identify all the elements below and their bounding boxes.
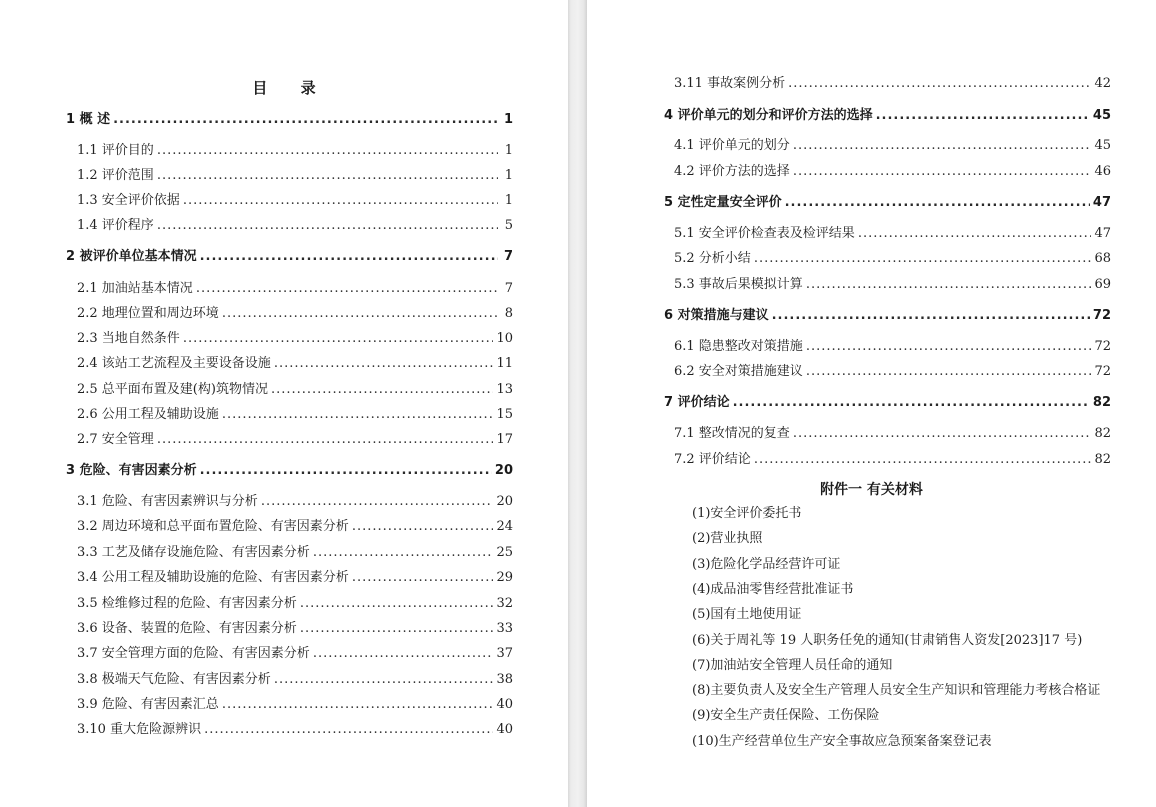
toc-entry[interactable] [674, 450, 1111, 470]
toc-entry-page: 24 [496, 519, 513, 534]
dot-leader [313, 543, 494, 563]
toc-entry-page: 32 [496, 596, 513, 611]
dot-leader [352, 568, 494, 588]
toc-entry-label: 3.2 周边环境和总平面布置危险、有害因素分析 [77, 519, 349, 534]
toc-entry-label: 3.5 检维修过程的危险、有害因素分析 [77, 596, 297, 611]
dot-leader [785, 193, 1090, 213]
dot-leader [183, 191, 498, 211]
toc-entry[interactable] [77, 141, 513, 161]
toc-entry[interactable] [77, 304, 513, 324]
toc-entry[interactable] [674, 337, 1111, 357]
dot-leader [204, 720, 493, 740]
dot-leader [313, 644, 494, 664]
toc-entry-label: 7.2 评价结论 [674, 452, 751, 467]
dot-leader [200, 247, 498, 267]
toc-entry[interactable] [77, 166, 513, 186]
dot-leader [806, 275, 1092, 295]
toc-entry-label: 1.1 评价目的 [77, 143, 154, 158]
annex-item[interactable]: (4)成品油零售经营批准证书 [692, 582, 854, 597]
dot-leader [772, 306, 1090, 326]
toc-entry-page: 82 [1094, 452, 1111, 467]
dot-leader [271, 380, 494, 400]
toc-entry[interactable] [66, 461, 513, 481]
toc-entry-page: 7 [503, 249, 513, 264]
toc-entry[interactable] [664, 306, 1111, 326]
toc-entry[interactable] [664, 193, 1111, 213]
annex-item[interactable]: (7)加油站安全管理人员任命的通知 [692, 658, 893, 673]
toc-entry-label: 6.1 隐患整改对策措施 [674, 339, 803, 354]
dot-leader [733, 393, 1090, 413]
dot-leader [793, 136, 1092, 156]
toc-entry[interactable] [674, 224, 1111, 244]
dot-leader [806, 362, 1092, 382]
toc-entry[interactable] [66, 247, 513, 267]
toc-entry-label: 5.1 安全评价检查表及检评结果 [674, 226, 855, 241]
dot-leader [788, 74, 1091, 94]
dot-leader [261, 492, 494, 512]
toc-entry-label: 2.4 该站工艺流程及主要设备设施 [77, 356, 271, 371]
toc-entry[interactable] [77, 720, 513, 740]
toc-entry[interactable] [674, 162, 1111, 182]
toc-entry-label: 2.3 当地自然条件 [77, 331, 180, 346]
dot-leader [300, 619, 494, 639]
toc-entry-label: 1.4 评价程序 [77, 218, 154, 233]
toc-entry-page: 46 [1094, 164, 1111, 179]
dot-leader [754, 249, 1092, 269]
toc-entry-label: 3.8 极端天气危险、有害因素分析 [77, 672, 271, 687]
toc-entry-page: 45 [1092, 108, 1111, 123]
dot-leader [222, 695, 494, 715]
toc-title: 目 录 [252, 79, 330, 97]
toc-entry[interactable] [674, 362, 1111, 382]
annex-item[interactable]: (8)主要负责人及安全生产管理人员安全生产知识和管理能力考核合格证 [692, 683, 1101, 698]
dot-leader [157, 216, 498, 236]
toc-entry-page: 25 [496, 545, 513, 560]
toc-entry-label: 3.10 重大危险源辨识 [77, 722, 202, 737]
annex-item[interactable]: (5)国有土地使用证 [692, 607, 802, 622]
toc-entry-page: 1 [504, 168, 513, 183]
toc-entry-label: 3 危险、有害因素分析 [66, 463, 197, 478]
toc-entry-page: 10 [496, 331, 513, 346]
toc-entry-page: 68 [1094, 251, 1111, 266]
toc-entry[interactable] [77, 430, 513, 450]
toc-entry-page: 42 [1094, 76, 1111, 91]
dot-leader [157, 141, 498, 161]
toc-entry[interactable] [77, 329, 513, 349]
toc-entry[interactable] [77, 380, 513, 400]
toc-entry[interactable] [77, 191, 513, 211]
annex-item[interactable]: (9)安全生产责任保险、工伤保险 [692, 708, 880, 723]
dot-leader [274, 354, 494, 374]
toc-entry[interactable] [77, 695, 513, 715]
toc-entry-page: 7 [504, 281, 513, 296]
toc-entry-label: 3.9 危险、有害因素汇总 [77, 697, 219, 712]
annex-title: 附件一 有关材料 [820, 482, 923, 498]
toc-entry-page: 82 [1092, 395, 1111, 410]
toc-entry-label: 4.2 评价方法的选择 [674, 164, 790, 179]
toc-entry[interactable] [77, 405, 513, 425]
toc-entry-label: 3.11 事故案例分析 [674, 76, 786, 91]
toc-entry-page: 20 [494, 463, 513, 478]
toc-entry[interactable] [77, 594, 513, 614]
toc-entry-page: 17 [496, 432, 513, 447]
toc-entry-label: 3.1 危险、有害因素辨识与分析 [77, 494, 258, 509]
toc-entry-label: 4.1 评价单元的划分 [674, 138, 790, 153]
toc-entry-label: 2.6 公用工程及辅助设施 [77, 407, 219, 422]
toc-entry[interactable] [77, 644, 513, 664]
annex-item[interactable]: (10)生产经营单位生产安全事故应急预案备案登记表 [692, 734, 992, 749]
toc-entry-label: 3.3 工艺及储存设施危险、有害因素分析 [77, 545, 310, 560]
toc-entry[interactable] [77, 568, 513, 588]
toc-entry[interactable] [66, 110, 513, 130]
dot-leader [754, 450, 1092, 470]
dot-leader [806, 337, 1092, 357]
toc-entry-label: 2 被评价单位基本情况 [66, 249, 197, 264]
toc-entry[interactable] [77, 517, 513, 537]
toc-entry-page: 5 [504, 218, 513, 233]
toc-entry-label: 7 评价结论 [664, 395, 730, 410]
toc-entry-page: 69 [1094, 277, 1111, 292]
toc-entry-page: 1 [504, 193, 513, 208]
toc-entry-page: 13 [496, 382, 513, 397]
page-gutter [568, 0, 587, 807]
dot-leader [793, 424, 1092, 444]
dot-leader [352, 517, 494, 537]
toc-entry-label: 5.3 事故后果模拟计算 [674, 277, 803, 292]
toc-entry-page: 38 [496, 672, 513, 687]
toc-entry-label: 3.6 设备、装置的危险、有害因素分析 [77, 621, 297, 636]
toc-entry-label: 1.3 安全评价依据 [77, 193, 180, 208]
toc-entry-label: 3.4 公用工程及辅助设施的危险、有害因素分析 [77, 570, 349, 585]
dot-leader [858, 224, 1092, 244]
toc-entry-page: 82 [1094, 426, 1111, 441]
annex-item[interactable]: (1)安全评价委托书 [692, 506, 802, 521]
toc-entry-label: 2.5 总平面布置及建(构)筑物情况 [77, 382, 268, 397]
toc-entry-label: 6 对策措施与建议 [664, 308, 769, 323]
dot-leader [157, 166, 498, 186]
toc-entry-page: 33 [496, 621, 513, 636]
annex-item[interactable]: (3)危险化学品经营许可证 [692, 557, 841, 572]
toc-entry-page: 72 [1092, 308, 1111, 323]
toc-entry-page: 1 [504, 143, 513, 158]
toc-entry-label: 5.2 分析小结 [674, 251, 751, 266]
dot-leader [274, 670, 494, 690]
toc-entry-label: 1.2 评价范围 [77, 168, 154, 183]
toc-entry[interactable] [77, 492, 513, 512]
toc-entry[interactable] [77, 619, 513, 639]
toc-entry[interactable] [674, 74, 1111, 94]
toc-entry[interactable] [674, 424, 1111, 444]
dot-leader [793, 162, 1092, 182]
dot-leader [113, 110, 498, 130]
toc-entry-page: 29 [496, 570, 513, 585]
toc-entry-page: 40 [496, 722, 513, 737]
toc-entry-page: 72 [1094, 364, 1111, 379]
toc-entry-page: 72 [1094, 339, 1111, 354]
toc-entry-page: 37 [496, 646, 513, 661]
annex-item[interactable]: (2)营业执照 [692, 531, 763, 546]
dot-leader [157, 430, 494, 450]
toc-entry-page: 11 [496, 356, 513, 371]
toc-entry-label: 2.7 安全管理 [77, 432, 154, 447]
dot-leader [222, 304, 498, 324]
toc-entry-page: 20 [496, 494, 513, 509]
toc-entry-label: 3.7 安全管理方面的危险、有害因素分析 [77, 646, 310, 661]
toc-entry[interactable] [77, 543, 513, 563]
toc-entry-label: 5 定性定量安全评价 [664, 195, 782, 210]
toc-entry-page: 47 [1094, 226, 1111, 241]
toc-entry-page: 47 [1092, 195, 1111, 210]
toc-entry[interactable] [674, 275, 1111, 295]
annex-item[interactable]: (6)关于周礼等 19 人职务任免的通知(甘肃销售人资发[2023]17 号) [692, 633, 1083, 648]
toc-entry-label: 4 评价单元的划分和评价方法的选择 [664, 108, 873, 123]
toc-entry-page: 15 [496, 407, 513, 422]
toc-entry[interactable] [77, 216, 513, 236]
toc-entry-page: 8 [504, 306, 513, 321]
toc-entry[interactable] [77, 670, 513, 690]
toc-entry-page: 1 [503, 112, 513, 127]
dot-leader [876, 106, 1090, 126]
dot-leader [200, 461, 492, 481]
toc-entry[interactable] [674, 136, 1111, 156]
toc-entry-page: 40 [496, 697, 513, 712]
toc-entry[interactable] [674, 249, 1111, 269]
dot-leader [196, 279, 498, 299]
dot-leader [183, 329, 494, 349]
toc-entry[interactable] [77, 354, 513, 374]
toc-entry-label: 7.1 整改情况的复查 [674, 426, 790, 441]
toc-entry[interactable] [664, 106, 1111, 126]
toc-entry-page: 45 [1094, 138, 1111, 153]
toc-entry-label: 2.1 加油站基本情况 [77, 281, 193, 296]
toc-entry-label: 1 概 述 [66, 112, 111, 127]
toc-entry[interactable] [77, 279, 513, 299]
toc-entry-label: 2.2 地理位置和周边环境 [77, 306, 219, 321]
toc-entry[interactable] [664, 393, 1111, 413]
dot-leader [300, 594, 494, 614]
toc-entry-label: 6.2 安全对策措施建议 [674, 364, 803, 379]
dot-leader [222, 405, 494, 425]
